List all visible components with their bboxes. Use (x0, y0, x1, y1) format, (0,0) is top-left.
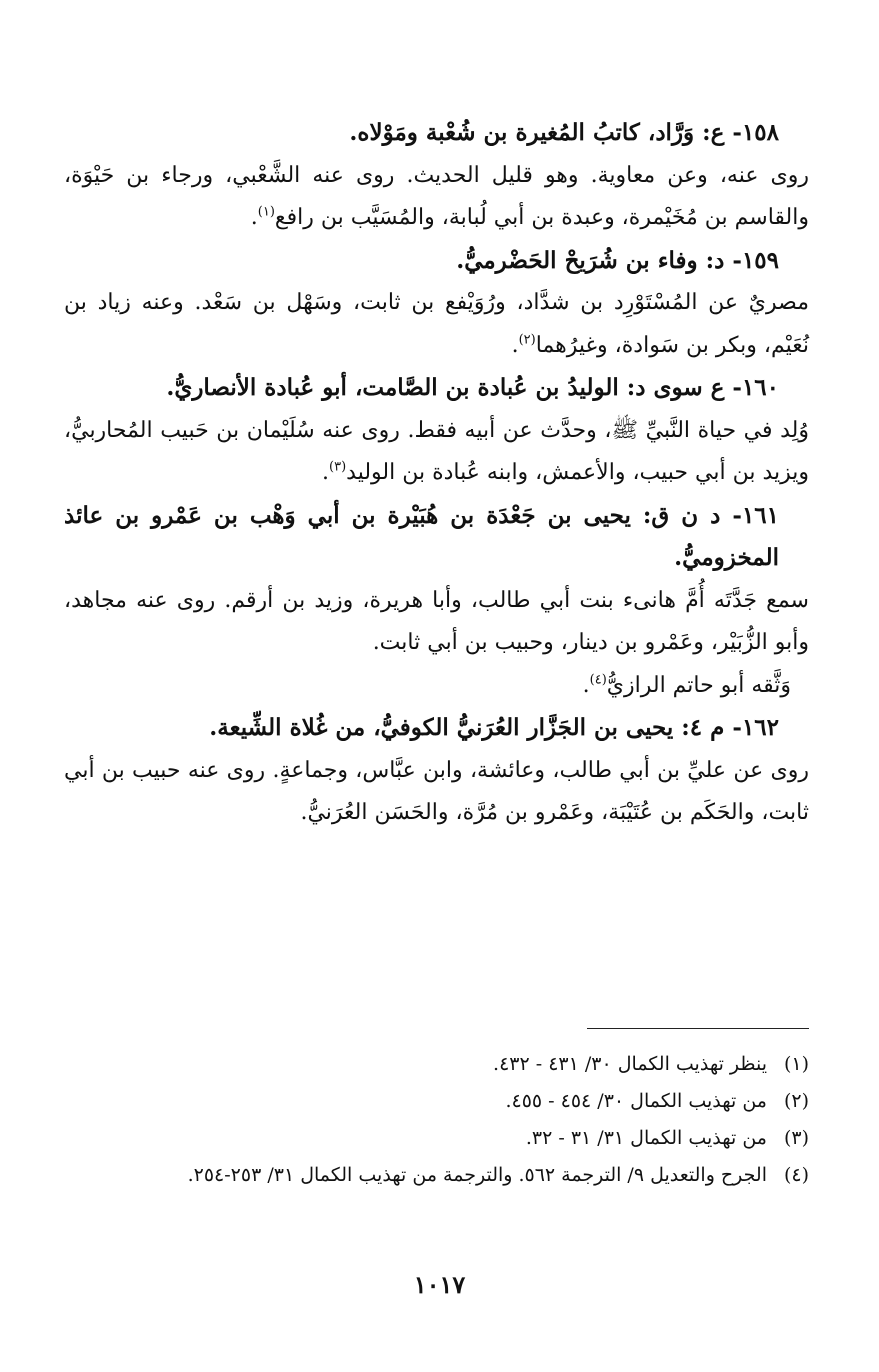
footnote-number: (٢) (783, 1090, 809, 1112)
entry-end-punct: . (511, 332, 519, 358)
entry-body (64, 410, 809, 495)
main-text (64, 112, 809, 835)
entry-end-punct: . (582, 672, 590, 698)
footnote-1 (64, 1046, 809, 1083)
footnote-number: (٤) (783, 1164, 809, 1186)
footnote-text: من تهذيب الكمال ٣١/ ٣١ - ٣٢. (525, 1127, 767, 1149)
entry-body (64, 665, 809, 708)
footnote-text: الجرح والتعديل ٩/ الترجمة ٥٦٢. والترجمة من تهذيب الكمال ٣١/ ٢٥٣-٢٥٤. (187, 1164, 767, 1186)
entry-text: سمع جَدَّتَه أُمَّ هانىء بنت أبي طالب، وأبا هريرة، وزيد بن أرقم. روى عنه مجاهد، وأبو الزُّبَيْر، وعَمْرو بن دينار، وحبيب بن أبي ثابت. (64, 587, 809, 655)
biography-entry-161 (64, 495, 809, 708)
footnotes (64, 1046, 809, 1194)
entry-heading: ١٥٩- د: وفاء بن شُرَيحْ الحَضْرميُّ. (456, 246, 779, 274)
entry-end-punct: . (322, 460, 330, 485)
footnote-text: من تهذيب الكمال ٣٠/ ٤٥٤ - ٤٥٥. (505, 1090, 767, 1112)
entry-heading: ١٦٢- م ٤: يحيى بن الجَزَّار العُرَنيُّ الكوفيُّ، من غُلاة الشِّيعة. (209, 714, 779, 741)
entry-body (64, 750, 809, 835)
footnote-marker: (٣) (329, 459, 347, 475)
entry-heading: ١٦٠- ع سوى د: الوليدُ بن عُبادة بن الصَّامت، أبو عُبادة الأنصاريُّ. (166, 374, 779, 401)
entry-end-punct: . (250, 205, 258, 230)
footnote-number: (١) (783, 1053, 809, 1075)
entry-text: وُلِد في حياة النَّبيِّ ﷺ، وحدَّث عن أبيه فقط. روى عنه سُلَيْمان بن حَبيب المُحاربيُّ، ويزيد بن أبي حبيب، والأعمش، وابنه عُبادة بن الوليد (64, 417, 809, 485)
biography-entry-160 (64, 367, 809, 495)
biography-entry-158 (64, 112, 809, 240)
entry-heading: ١٦١- د ن ق: يحيى بن جَعْدَة بن هُبَيْرة بن أبي وَهْب بن عَمْرو بن عائذ المخزوميُّ. (64, 501, 779, 571)
footnote-separator (587, 1028, 809, 1029)
footnote-marker: (١) (257, 204, 275, 220)
page-number: ١٠١٧ (413, 1270, 466, 1299)
entry-heading: ١٥٨- ع: وَرَّاد، كاتبُ المُغيرة بن شُعْبة ومَوْلاه. (349, 119, 779, 146)
entry-body (64, 580, 809, 665)
footnote-text: ينظر تهذيب الكمال ٣٠/ ٤٣١ - ٤٣٢. (493, 1053, 767, 1075)
entry-body (64, 155, 809, 240)
footnote-marker: (٢) (518, 332, 536, 348)
entry-text: مصريٌ عن المُسْتَوْرِد بن شدَّاد، ورُوَيْفع بن ثابت، وسَهْل بن سَعْد. وعنه زياد بن نُعَيْم، وبكر بن سَوادة، وغيرُهما (64, 290, 809, 358)
biography-entry-162 (64, 707, 809, 835)
footnote-4 (64, 1157, 809, 1194)
entry-text: روى عنه، وعن معاوية. وهو قليل الحديث. روى عنه الشَّعْبي، ورجاء بن حَيْوَة، والقاسم بن مُخَيْمرة، وعبدة بن أبي لُبابة، والمُسَيَّب بن رافع (64, 162, 809, 230)
footnote-number: (٣) (783, 1127, 809, 1149)
footnote-marker: (٤) (589, 672, 607, 688)
footnote-3 (64, 1120, 809, 1157)
entry-body (64, 282, 809, 367)
biography-entry-159 (64, 240, 809, 368)
entry-text: روى عن عليِّ بن أبي طالب، وعائشة، وابن عبَّاس، وجماعةٍ. روى عنه حبيب بن أبي ثابت، والحَكَم بن عُتَيْبَة، وعَمْرو بن مُرَّة، والحَسَن العُرَنيُّ. (64, 757, 809, 825)
footnote-2 (64, 1083, 809, 1120)
entry-text: وَثَّقه أبو حاتم الرازيُّ (606, 672, 791, 698)
